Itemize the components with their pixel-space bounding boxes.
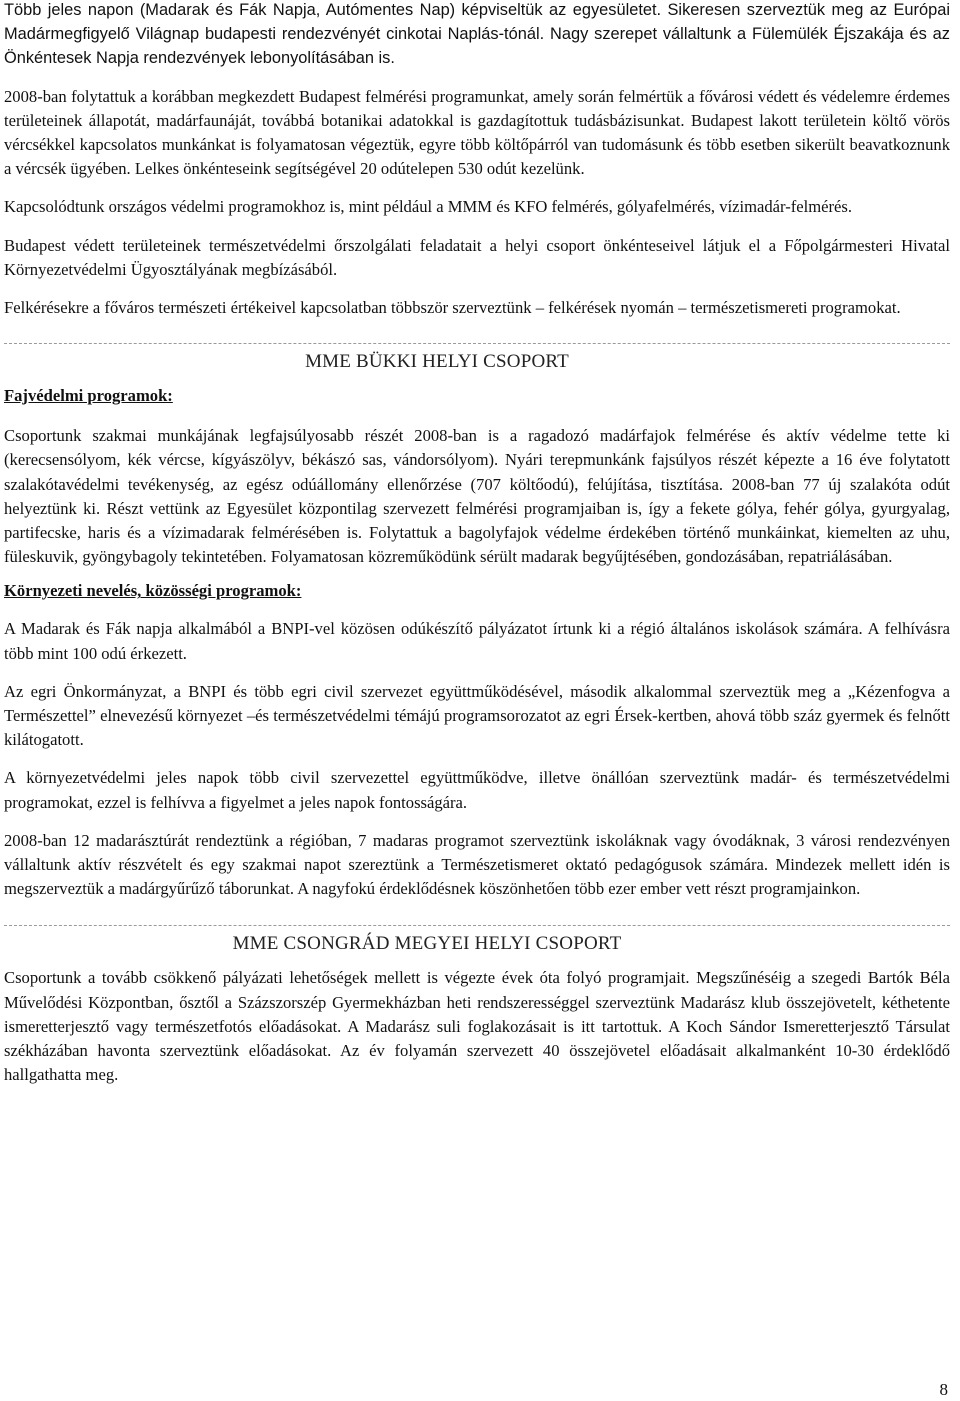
intro-paragraph: Több jeles napon (Madarak és Fák Napja, Autómentes Nap) képviseltük az egyesületet. Sikeresen szerveztük meg az Európai Madármegfigyelő Világnap budapesti rendezvényét cinkotai Naplás-tónál. Nagy szerepet vállaltunk a Fülemülék Éjszakája és az Önkéntesek Napja rendezvények lebonyolításában is. (4, 1, 950, 68)
bukki-paragraph-1: Csoportunk szakmai munkájának legfajsúlyosabb részét 2008-ban is a ragadozó madárfajok felmérése és aktív védelme tette ki (kerecsensólyom, kék vércse, kígyászölyv, békászó sas, vándorsólyom). Nyári terepmunkánk fajsúlyos részét képezte a 16 éve folytatott szalakótavédelmi tevékenység, az egész odúállomány ellenőrzése (707 költőodú), felújítása, tisztítása. 2008-ban 77 új szalakóta odút helyeztünk ki. Részt vettünk az Egyesület központilag szervezett felmérési programjaiban is, így a fekete gólya, fehér gólya, gyurgyalag, partifecske, haris és a vízimadarak felmérésében is. Folytattuk a bagolyfajok védelme érdekében történő munkáinkat, kiemelten az uhu, füleskuvik, gyöngybagoly tekintetében. Folyamatosan közreműködünk sérült madarak begyűjtésében, gondozásában, repatriálásában. (4, 426, 950, 567)
bukki-paragraph-5: 2008-ban 12 madarásztúrát rendeztünk a régióban, 7 madaras programot szerveztünk iskoláknak vagy óvodáknak, 3 városi rendezvényen vállaltunk aktív részvételt és egy szakmai napot szereztünk a Természetismeret oktató pedagógusok számára. Mindezek mellett idén is megszerveztük a madárgyűrűző táborunkat. A nagyfokú érdeklődésnek köszönhetően több ezer ember vett részt programjainkon. (4, 830, 950, 899)
subheading-environmental-education: Környezeti nevelés, közösségi programok: (4, 581, 302, 601)
section-divider (4, 925, 950, 926)
section-divider (4, 343, 950, 344)
bukki-paragraph-3: Az egri Önkormányzat, a BNPI és több egri civil szervezet együttműködésével, második alkalommal szerveztük meg a „Kézenfogva a Természettel” elnevezésű környezet –és természetvédelmi témájú programsorozatot az egri Érsek-kertben, ahová több száz gyermek és felnőtt kilátogatott. (4, 681, 950, 750)
page-number: 8 (939, 1380, 948, 1399)
subheading-species-protection: Fajvédelmi programok: (4, 386, 173, 406)
budapest-paragraph-4: Felkérésekre a főváros természeti értékeivel kapcsolatban többször szerveztünk – felkérések nyomán – természetismereti programokat. (4, 298, 901, 318)
csongrad-paragraph-1: Csoportunk a tovább csökkenő pályázati lehetőségek mellett is végezte évek óta folyó programjait. Megszűnéséig a szegedi Bartók Béla Művelődési Központban, ősztől a Százszorszép Gyermekházban heti rendszerességgel szerveztünk Madarász klub összejövetelt, kéthetente ismeretterjesztő vagy természetfotós előadásokat. A Madarász suli foglakozásait is itt tartottuk. A Koch Sándor Ismeretterjesztő Társulat székházában havonta szerveztünk előadásokat. Az év folyamán szervezett 40 összejövetel előadásait alkalmanként 10-30 érdeklődő hallgathatta meg. (4, 968, 950, 1085)
budapest-paragraph-2: Kapcsolódtunk országos védelmi programokhoz is, mint például a MMM és KFO felmérés, gólyafelmérés, vízimadár-felmérés. (4, 197, 853, 217)
budapest-paragraph-1: 2008-ban folytattuk a korábban megkezdett Budapest felmérési programunkat, amely során felmértük a fővárosi védett és védelemre érdemes területeinek állapotát, madárfaunáját, továbbá botanikai adatokkal is gazdagítottuk tudásbázisunkat. Budapest lakott területein költő vörös vércsékkel kapcsolatos munkánkat is folyamatosan végeztük, egyre több költőpárról van tudomásunk és több esetben sikerült beavatkoznunk a vércsék ügyében. Lelkes önkénteseink segítségével 20 odútelepen 530 odút kezelünk. (4, 86, 950, 179)
document-page (4, 0, 950, 1088)
section-title-csongrad: MME CSONGRÁD MEGYEI HELYI CSOPORT (232, 933, 622, 955)
bukki-paragraph-4: A környezetvédelmi jeles napok több civil szervezettel együttműködve, illetve önállóan szerveztünk madár- és természetvédelmi programokat, ezzel is felhívva a figyelmet a jeles napok fontosságára. (4, 768, 950, 812)
section-title-bukki: MME BÜKKI HELYI CSOPORT (305, 351, 569, 373)
bukki-paragraph-2: A Madarak és Fák napja alkalmából a BNPI-vel közösen odúkészítő pályázatot írtunk ki a régió általános iskolások számára. A felhívásra több mint 100 odú érkezett. (4, 619, 950, 663)
budapest-paragraph-3: Budapest védett területeinek természetvédelmi őrszolgálati feladatait a helyi csoport önkénteseivel látjuk el a Főpolgármesteri Hivatal Környezetvédelmi Ügyosztályának megbízásából. (4, 235, 950, 279)
